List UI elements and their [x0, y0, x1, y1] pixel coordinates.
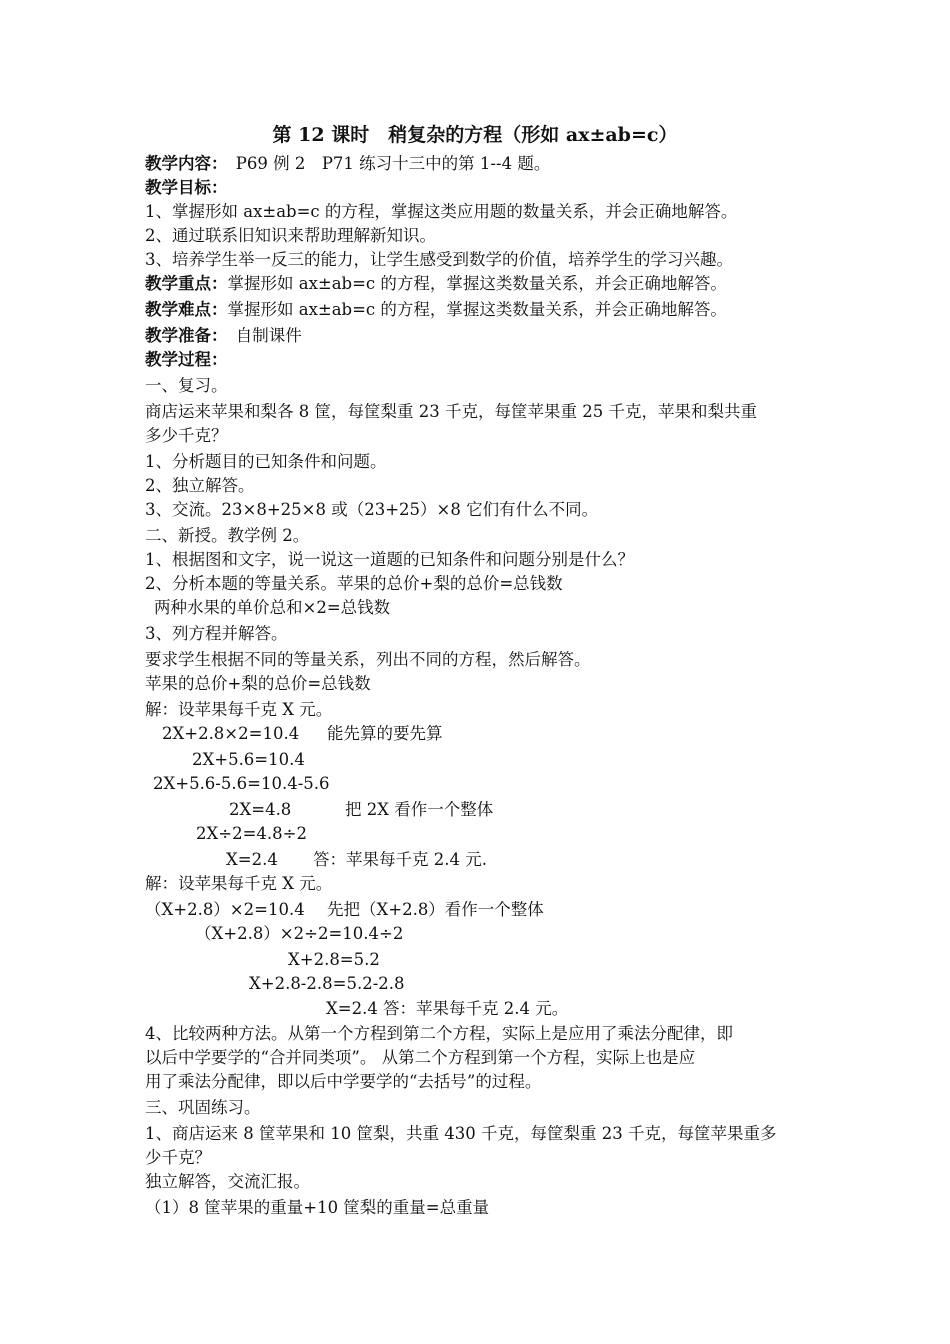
content-row — [145, 152, 550, 176]
prep-label: 教学准备： — [145, 326, 220, 345]
goal-item: 1、掌握形如 ax±ab=c 的方程，掌握这类应用题的数量关系，并会正确地解答。 — [145, 202, 738, 221]
practice-heading: 三、巩固练习。 — [145, 1098, 261, 1117]
difficulty-text: 掌握形如 ax±ab=c 的方程，掌握这类数量关系，并会正确地解答。 — [227, 300, 727, 319]
review-step: 1、分析题目的已知条件和问题。 — [145, 452, 387, 471]
goals-label: 教学目标： — [145, 178, 228, 197]
key-point-row — [145, 272, 727, 296]
practice-problem: 少千克？ — [145, 1148, 211, 1167]
prep-text: 自制课件 — [219, 326, 302, 345]
solution1-step: X=2.4 — [226, 850, 278, 869]
solution2-answer: X=2.4 答：苹果每千克 2.4 元。 — [326, 999, 569, 1018]
relation-text: 苹果的总价+梨的总价=总钱数 — [145, 674, 371, 693]
lesson-title: 第 12 课时 稍复杂的方程（形如 ax±ab=c） — [272, 124, 678, 146]
solution1-step: 2X=4.8 — [229, 800, 292, 819]
prep-row — [145, 324, 302, 348]
compare-text: 以后中学要学的“合并同类项”。 从第二个方程到第一个方程，实际上也是应 — [145, 1048, 696, 1067]
solution1-step: 2X÷2=4.8÷2 — [196, 824, 307, 843]
content-label: 教学内容： — [145, 154, 220, 173]
review-heading: 一、复习。 — [145, 376, 228, 395]
new-lesson-step: 2、分析本题的等量关系。苹果的总价+梨的总价=总钱数 — [145, 574, 563, 593]
solution2-step: （X+2.8）×2÷2=10.4÷2 — [195, 924, 404, 943]
review-step: 2、独立解答。 — [145, 476, 255, 495]
solution1-note: 把 2X 看作一个整体 — [345, 800, 494, 819]
review-problem: 多少千克？ — [145, 426, 228, 445]
practice-equation: （1）8 筐苹果的重量+10 筐梨的重量=总重量 — [145, 1198, 490, 1217]
solution1-note: 能先算的要先算 — [327, 724, 443, 743]
solution2-step: X+2.8=5.2 — [288, 950, 380, 969]
process-label: 教学过程： — [145, 350, 228, 369]
new-lesson-step: 3、列方程并解答。 — [145, 624, 288, 643]
key-point-label: 教学重点： — [145, 274, 228, 293]
solution1-step: 2X+5.6=10.4 — [192, 750, 305, 769]
requirement-text: 要求学生根据不同的等量关系，列出不同的方程，然后解答。 — [145, 650, 591, 669]
review-step: 3、交流。23×8+25×8 或（23+25）×8 它们有什么不同。 — [145, 500, 599, 519]
compare-text: 4、比较两种方法。从第一个方程到第二个方程，实际上是应用了乘法分配律，即 — [145, 1024, 733, 1043]
solution2-step: （X+2.8）×2=10.4 — [145, 900, 305, 919]
new-lesson-step: 两种水果的单价总和×2=总钱数 — [154, 598, 391, 617]
goal-item: 2、通过联系旧知识来帮助理解新知识。 — [145, 226, 436, 245]
solution2-intro: 解：设苹果每千克 X 元。 — [145, 874, 333, 893]
compare-text: 用了乘法分配律，即以后中学要学的“去括号”的过程。 — [145, 1072, 542, 1091]
new-lesson-heading: 二、新授。教学例 2。 — [145, 526, 310, 545]
practice-step: 独立解答，交流汇报。 — [145, 1172, 310, 1191]
solution1-intro: 解：设苹果每千克 X 元。 — [145, 700, 333, 719]
content-text: P69 例 2 P71 练习十三中的第 1--4 题。 — [219, 154, 551, 173]
solution1-answer: 答：苹果每千克 2.4 元. — [313, 850, 487, 869]
review-problem: 商店运来苹果和梨各 8 筐，每筐梨重 23 千克，每筐苹果重 25 千克，苹果和梨共重 — [145, 402, 757, 421]
new-lesson-step: 1、根据图和文字，说一说这一道题的已知条件和问题分别是什么？ — [145, 550, 634, 569]
difficulty-label: 教学难点： — [145, 300, 228, 319]
practice-problem: 1、商店运来 8 筐苹果和 10 筐梨，共重 430 千克，每筐梨重 23 千克，每筐苹果重多 — [145, 1124, 777, 1143]
solution2-step: X+2.8-2.8=5.2-2.8 — [249, 974, 405, 993]
key-point-text: 掌握形如 ax±ab=c 的方程，掌握这类数量关系，并会正确地解答。 — [227, 274, 727, 293]
solution1-step: 2X+5.6-5.6=10.4-5.6 — [153, 774, 330, 793]
difficulty-row — [145, 298, 727, 322]
goal-item: 3、培养学生举一反三的能力，让学生感受到数学的价值，培养学生的学习兴趣。 — [145, 250, 733, 269]
solution2-note: 先把（X+2.8）看作一个整体 — [327, 900, 544, 919]
solution1-step: 2X+2.8×2=10.4 — [162, 724, 300, 743]
